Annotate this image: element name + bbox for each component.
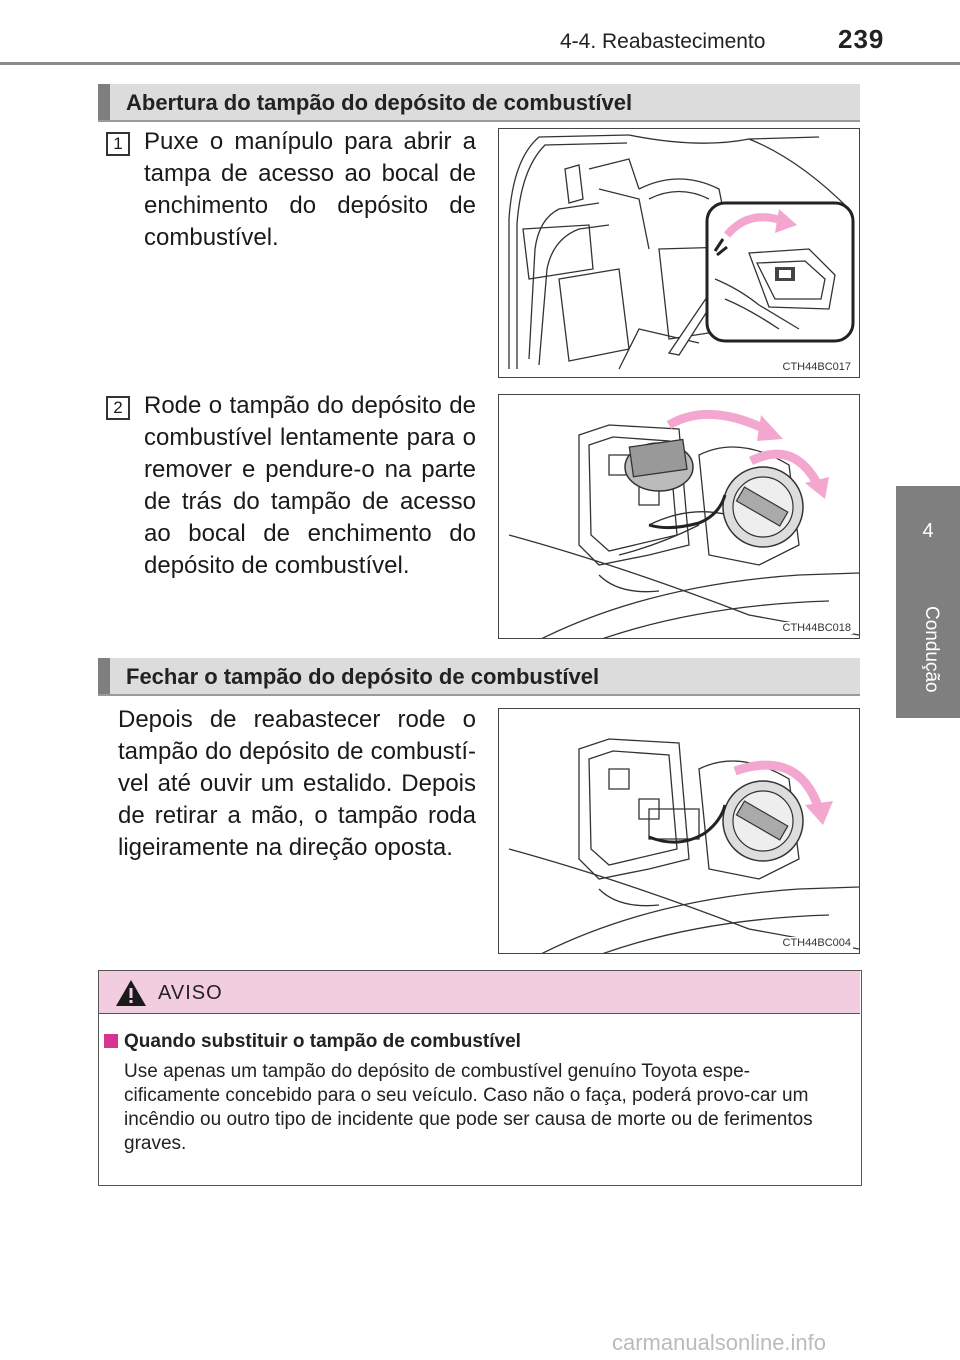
step-number-box: 2 [106,396,130,420]
section-heading-rule [98,694,860,696]
section-heading-closing: Fechar o tampão do depósito de combustível [98,658,860,694]
warning-body: Use apenas um tampão do depósito de combustível genuíno Toyota espe-cificamente concebido para o seu veículo. Caso não o faça, poderá provo-car um incêndio ou outro tipo de incidente que pode ser causa de morte ou de ferimentos graves. [124,1061,813,1154]
figure-fuel-door-opener [498,128,860,378]
warning-title: AVISO [158,982,223,1004]
step-text: Rode o tampão do depósito de combustível lentamente para o remover e pendure-o na parte de trás do tampão de acesso ao bocal de enchimento do depósito de combustível. [144,392,476,579]
figure-fuel-cap-closing [498,708,860,954]
figure-code: CTH44BC004 [782,937,851,949]
step-number-box: 1 [106,132,130,156]
running-header-section: 4-4. Reabastecimento [560,30,766,53]
chapter-number: 4 [922,520,934,542]
figure-code: CTH44BC018 [782,622,851,634]
chapter-label: Condução [921,606,942,693]
warning-triangle-icon [114,978,148,1008]
page-number: 239 [838,24,885,54]
closing-text: Depois de reabastecer rode o tampão do depósito de combustí-vel até ouvir um estalido. Depois de retirar a mão, o tampão roda ligeiramente na direção oposta. [118,706,476,861]
figure-code: CTH44BC017 [782,361,851,373]
header-rule [0,62,960,65]
step-text: Puxe o manípulo para abrir a tampa de acesso ao bocal de enchimento do depósito de combustível. [144,128,476,251]
watermark: carmanualsonline.info [612,1330,827,1355]
section-heading-rule [98,120,860,122]
bullet-square-icon [104,1034,118,1048]
figure-fuel-cap-removal [498,394,860,639]
section-heading-opening: Abertura do tampão do depósito de combustível [98,84,860,120]
warning-subtitle: Quando substituir o tampão de combustível [124,1031,521,1052]
